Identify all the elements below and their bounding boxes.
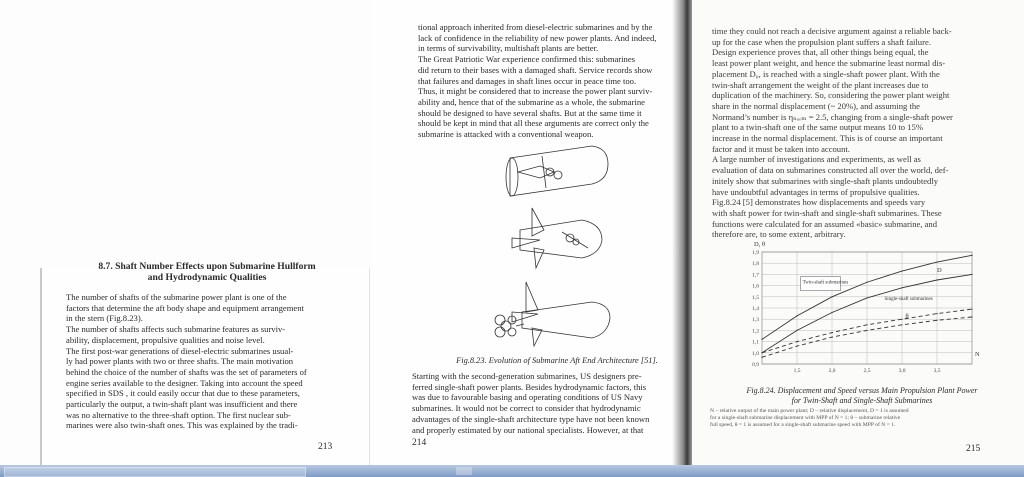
- text-line: A large number of investigations and experiments, as well as: [712, 154, 921, 165]
- text-line: advantages of the single-shaft architecture type have not been known: [412, 413, 650, 424]
- text-line: specified in SDS , it could easily occur that due to these parameters,: [66, 388, 300, 399]
- page-215: [692, 0, 1024, 465]
- text-line: submarines. It would not be correct to consider that hydrodynamic: [412, 403, 641, 414]
- annotation-d: D: [937, 267, 942, 275]
- data-point: [831, 312, 832, 313]
- y-tick-label: 1,8: [752, 261, 759, 268]
- text-line: share in the normal displacement (~ 20%), and assuming the: [712, 100, 920, 111]
- text-line: factors that determine the aft body shape and equipment arrangement: [66, 302, 304, 313]
- y-tick-label: 1,9: [752, 250, 759, 256]
- text-line: up for the case when the propulsion plant suffers a shaft failure.: [712, 36, 931, 47]
- annotation-twin-shaft: Twin-shaft submarines: [802, 280, 849, 286]
- figure-8-23-caption: Fig.8.23. Evolution of Submarine Aft End Architecture [51].: [456, 356, 658, 365]
- y-tick-label: 1,5: [752, 294, 759, 301]
- text-line: with shaft power for twin-shaft and single-shaft submarines. These: [712, 207, 942, 218]
- y-tick-label: 1,1: [752, 339, 759, 346]
- data-point: [936, 279, 937, 280]
- page-214: [372, 0, 688, 465]
- data-point: [761, 339, 762, 340]
- data-point: [796, 341, 797, 342]
- taskbar-scroll-handle[interactable]: [456, 467, 472, 475]
- data-point: [761, 352, 762, 353]
- data-point: [971, 316, 972, 317]
- page-215-body: [712, 26, 1012, 240]
- text-line: particularly the output, a twin-shaft plant was insufficient and there: [66, 399, 298, 410]
- annotation-theta: θ: [905, 313, 909, 321]
- x-tick-label: 3,5: [933, 368, 941, 374]
- text-line: should be kept in mind that all these arguments are correct only the: [418, 118, 649, 129]
- page-number-214: 214: [412, 438, 427, 448]
- text-line: tional approach inherited from diesel-electric submarines and by the: [418, 22, 653, 32]
- data-point: [971, 274, 972, 275]
- note-line-3: full speed, θ = 1 is assumed for a single-shaft submarine speed with MPP of N = 1.: [710, 422, 896, 428]
- text-line: functions were calculated for an assumed «basic» submarine, and: [712, 218, 938, 229]
- data-point: [971, 309, 972, 310]
- book-gutter-shadow: [672, 0, 692, 465]
- data-point: [831, 337, 832, 338]
- figure-8-24-caption: [712, 386, 1012, 406]
- text-line: least power plant weight, and hence the submarine least normal dis-: [712, 58, 946, 69]
- data-point: [866, 282, 867, 283]
- y-tick-label: 1,6: [752, 283, 759, 290]
- text-line: have undoubtful advantages in terms of propulsive qualities.: [712, 186, 920, 197]
- page-213-body: [66, 292, 350, 431]
- data-point: [936, 261, 937, 262]
- data-point: [866, 330, 867, 331]
- note-line-1: N – relative output of the main power plant; D – relative displacement, D = 1 is assumed: [710, 408, 909, 414]
- text-line: did return to their bases with a damaged shaft. Service records show: [418, 64, 653, 75]
- data-point: [901, 270, 902, 271]
- text-line: was due to favourable basing and operating conditions of US Navy: [412, 392, 643, 403]
- page-number-215: 215: [966, 444, 981, 454]
- aft-sketch-cruciform: [512, 208, 602, 268]
- data-point: [866, 324, 867, 325]
- page-number-213: 213: [318, 442, 333, 452]
- aft-sketch-twin-shaft: [506, 146, 608, 196]
- text-line: behind the choice of the number of shafts was the set of parameters of: [66, 366, 307, 377]
- text-line: twin-shaft arrangement the weight of the plant increases due to: [712, 79, 929, 90]
- text-line: marines were also twin-shaft ones. This was explained by the tradi-: [66, 420, 298, 431]
- taskbar-window-button[interactable]: [4, 467, 306, 477]
- text-line: Normand’s number is ηₙₒᵣₘ = 2.5, changing from a single-shaft power: [712, 111, 953, 122]
- annotation-single-shaft: Single-shaft submarines: [884, 297, 933, 303]
- note-line-2: for a single-shaft submarine displacement with MPP of N = 1; θ – submarine relative: [710, 415, 901, 421]
- submarine-aft-figure: [492, 142, 632, 362]
- text-line: placement D₀, is reached with a single-shaft power plant. With the: [712, 68, 940, 79]
- text-line: duplication of the machinery. So, considering the power plant weight: [712, 90, 950, 101]
- text-line: lack of confidence in the reliability of new power plants. And indeed,: [418, 32, 657, 43]
- data-point: [901, 319, 902, 320]
- text-line: ly had power plants with two or three shafts. The main motivation: [66, 356, 294, 367]
- text-line: Starting with the second-generation submarines, US designers pre-: [412, 371, 642, 381]
- text-line: time they could not reach a decisive argument against a reliable back-: [712, 26, 952, 36]
- caption-line-2: for Twin-Shaft and Single-Shaft Submarines: [791, 396, 933, 405]
- text-line: plant to a twin-shaft one of the same output means 10 to 15%: [712, 122, 923, 133]
- x-tick-label: 1,5: [793, 368, 801, 374]
- text-line: was no alternative to the three-shaft option. The first nuclear sub-: [66, 409, 291, 420]
- y-tick-label: 1,4: [752, 306, 759, 312]
- data-point: [971, 255, 972, 256]
- text-line: ferred single-shaft power plants. Besides hydrodynamic factors, this: [412, 381, 647, 392]
- text-line: in terms of survivability, multishaft plants are better.: [418, 43, 599, 54]
- section-heading: [62, 261, 352, 283]
- data-point: [831, 332, 832, 333]
- data-point: [796, 345, 797, 346]
- displacement-speed-chart: [734, 234, 989, 384]
- text-line: ability, displacement, propulsive qualities and noise level.: [66, 334, 265, 345]
- aft-sketch-single-shaft: [495, 282, 610, 346]
- text-line: factor and it must be taken into account.: [712, 143, 850, 154]
- heading-line-1: 8.7. Shaft Number Effects upon Submarine Hullform: [98, 261, 316, 272]
- page-214-body-top: [418, 22, 690, 140]
- data-point: [831, 296, 832, 297]
- data-point: [901, 324, 902, 325]
- data-point: [761, 357, 762, 358]
- text-line: engine series available to the designer. Taking into account the speed: [66, 377, 303, 388]
- page-213: [40, 261, 370, 468]
- x-tick-label: 2,5: [863, 368, 871, 374]
- text-line: Design experience proves that, all other things being equal, the: [712, 47, 929, 58]
- caption-line-1: Fig.8.24. Displacement and Speed versus Main Propulsion Plant Power: [746, 386, 978, 395]
- data-point: [901, 287, 902, 288]
- data-point: [866, 297, 867, 298]
- text-line: therefore are, to some extent, arbitrary.: [712, 229, 846, 240]
- x-tick-label: 3,0: [898, 368, 906, 374]
- text-line: The number of shafts affects such submarine features as surviv-: [66, 324, 286, 335]
- text-line: ability and, hence that of the submarine as a whole, the submarine: [418, 96, 645, 107]
- page-214-body-bottom: [412, 371, 690, 435]
- y-tick-label: 1,0: [752, 350, 759, 357]
- heading-line-2: and Hydrodynamic Qualities: [147, 272, 267, 283]
- text-line: evaluation of data on submarines constructed all over the world, def-: [712, 165, 949, 176]
- x-axis-label: N: [975, 351, 980, 358]
- text-line: should be designed to have several shafts. But at the same time it: [418, 107, 642, 118]
- y-axis-label: D, θ: [754, 241, 766, 248]
- y-tick-label: 0,9: [752, 362, 759, 368]
- text-line: submarine is attacked with a conventional weapon.: [418, 129, 594, 140]
- text-line: and properly estimated by our national specialists. However, at that: [412, 424, 644, 435]
- y-tick-label: 1,2: [752, 328, 759, 335]
- data-point: [936, 313, 937, 314]
- text-line: Thus, it might be considered that to increase the power plant surviv-: [418, 86, 653, 97]
- text-line: in the stern (Fig.8.23).: [66, 313, 143, 324]
- data-point: [796, 315, 797, 316]
- text-line: The Great Patriotic War experience confirmed this: submarines: [418, 54, 636, 65]
- text-line: that failures and damages in shaft lines occur in peace time too.: [418, 75, 637, 86]
- text-line: The first post-war generations of diesel-electric submarines usual-: [66, 345, 294, 356]
- text-line: The number of shafts of the submarine power plant is one of the: [66, 292, 287, 302]
- text-line: initely show that submarines with single-shaft plants undoubtedly: [712, 175, 939, 186]
- y-tick-label: 1,3: [752, 317, 759, 324]
- y-tick-label: 1,7: [752, 272, 759, 279]
- figure-8-24-note: [710, 408, 1020, 429]
- data-point: [936, 320, 937, 321]
- text-line: Fig.8.24 [5] demonstrates how displacements and speeds vary: [712, 197, 926, 208]
- text-line: increase in the normal displacement. This is of course an important: [712, 133, 943, 144]
- x-tick-label: 2,0: [828, 368, 836, 374]
- data-point: [796, 330, 797, 331]
